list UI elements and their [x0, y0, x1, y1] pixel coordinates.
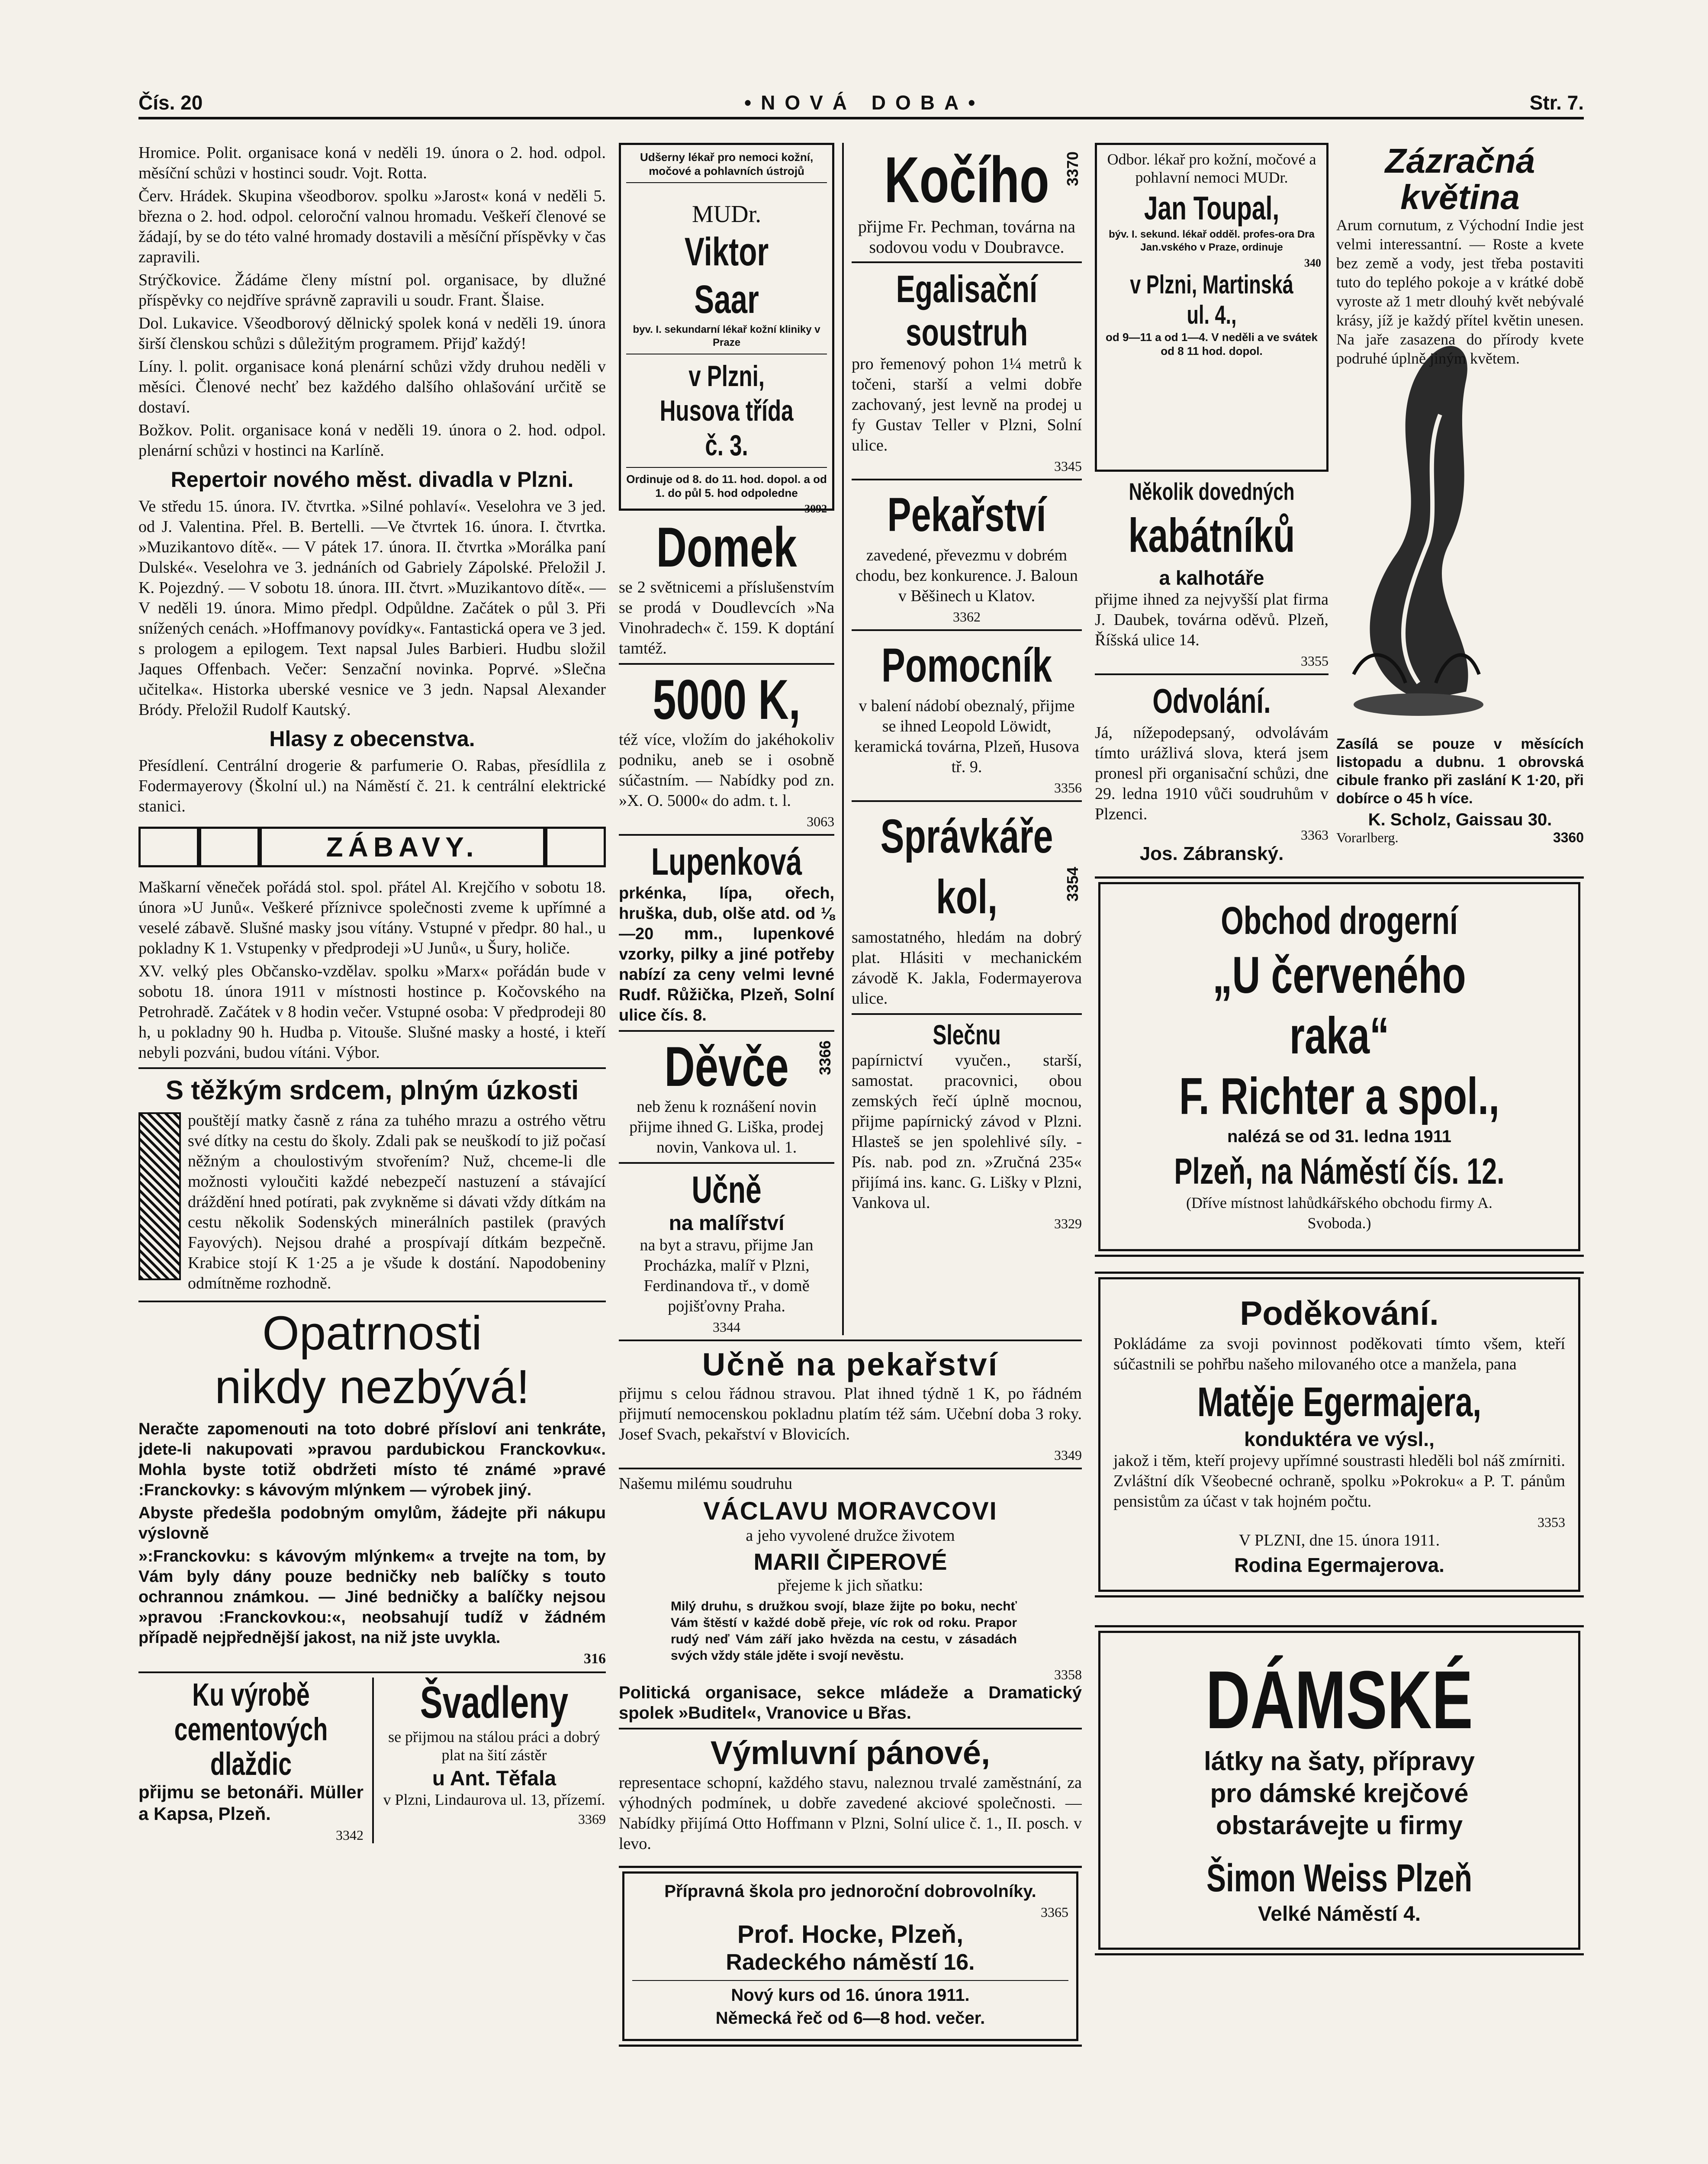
- spravkare-text: samostatného, hledám na dobrý plat. Hlásiti v mechanickém závodě K. Jakla, Fodermayerova ulice.: [851, 928, 1082, 1008]
- lupenkova-heading: Lupenková: [651, 840, 802, 883]
- skola-line-4: Nový kurs od 16. února 1911.: [731, 1986, 970, 2005]
- toupal-sub: býv. I. sekund. lékař odděl. profes-ora Dra Jan.vského v Praze, ordinuje: [1109, 229, 1315, 253]
- kociho-ad: [852, 143, 1082, 216]
- ucne-pek-code: 3349: [1054, 1447, 1082, 1463]
- spravkare-heading-1: Správkáře: [880, 810, 1053, 863]
- notice-bozkov: Božkov. Polit. organisace koná v neděli 19. února o 2. hod. odpol. plenární schůzi v hostinci na Karlíně.: [138, 421, 606, 460]
- slecnu-code: 3329: [1054, 1216, 1082, 1231]
- divider: [138, 1671, 606, 1673]
- kab-sub: a kalhotáře: [1159, 567, 1264, 589]
- notice-hromice: Hromice. Polit. organisace koná v neděli 19. února o 2. hod. odpol. měsíční schůzi v hostinci soudr. Vojt. Rotta.: [138, 144, 606, 182]
- page-number: Str. 7.: [1529, 91, 1584, 114]
- devce-code: 3366: [816, 1040, 834, 1076]
- divider: [619, 1162, 834, 1164]
- k5000-code: 3063: [807, 814, 835, 829]
- podek-sign: Rodina Egermajerova.: [1234, 1554, 1444, 1576]
- slecnu-heading: Slečnu: [933, 1019, 1001, 1050]
- gratul-wish: přejeme k jich sňatku:: [777, 1576, 923, 1594]
- egal-code: 3345: [1054, 458, 1082, 474]
- column-3: [1095, 143, 1584, 2164]
- toupal-hours: od 9—11 a od 1—4. V neděli a ve svátek od 8 11 hod. dopol.: [1106, 331, 1318, 357]
- zabavy-banner: [138, 825, 606, 869]
- skola-line-5: Německá řeč od 6—8 hod. večer.: [715, 2009, 985, 2028]
- pomocnik-text: v balení nádobí obeznalý, přijme se ihned Leopold Löwidt, keramická továrna, Plzeň, Husova tř. 9.: [854, 697, 1080, 776]
- zazr-sign-row: [1336, 830, 1584, 846]
- k5000-text: též více, vložím do jakéhokoliv podniku, aneb se i osobně súčastním. — Nabídky pod zn. »X. O. 5000« do adm. t. l.: [619, 731, 835, 810]
- opatrnosti-code: 316: [584, 1651, 606, 1667]
- srdcem-text: pouštějí matky časně z rána za tuhého mrazu a ostrého větru své dítky na cestu do školy. Zdali pak se neuškodí to již počasí něžným a choulostivým stvořením? Nuž, chceme-li dle možnosti vyloučiti každé nebezpečí nastuzení a stávající dráždění hned potírati, pak zvykněme si dávati vždy dítkám na cestu několik Sodenských minerálních pastilek (pravých Fayových). Nejsou drahé a prospívají dítkám bezpečně. Krabice stojí K 1·25 a je všude k dostání. Napodobeniny odmítněme rozhodně.: [188, 1111, 606, 1292]
- column-2: [619, 143, 1082, 2164]
- podek-role: konduktéra ve výsl.,: [1244, 1428, 1435, 1450]
- svadleny-heading: Švadleny: [420, 1678, 569, 1728]
- divider: [852, 479, 1082, 480]
- k5000-heading: 5000 K,: [653, 668, 801, 731]
- drog-name: „U červeného raka“: [1213, 946, 1466, 1065]
- zazr-body: [1336, 216, 1584, 735]
- col2-left: [619, 143, 834, 1335]
- skola-ad: [622, 1871, 1078, 2041]
- saar-hours: Ordinuje od 8. do 11. hod. dopol. a od 1. do půl 5. hod odpoledne: [626, 473, 827, 499]
- dlazdic-ad: [138, 1678, 363, 1843]
- kab-code: 3355: [1301, 653, 1328, 669]
- svadleny-addr: u Ant. Těfala: [432, 1767, 556, 1790]
- zabava-venecek: Maškarní věneček pořádá stol. spol. přátel Al. Krejčího v sobotu 18. února »U Junů«. Veškeré příznivce společnosti zveme k upřímné a veselé zábavě. Slušné masky jsou vítány. Vstupné v předpr. 80 hal., u pokladny K 1. Vstupenky v předprodeji »U Junů«, u Šury, holiče.: [138, 878, 606, 957]
- divider: [626, 467, 827, 468]
- saar-addr: v Plzni, Husova třída č. 3.: [659, 360, 794, 462]
- slecnu-text: papírnictví vyučen., starší, samostat. pracovnici, obou zemských řečí úplně mocnou, přijme papírnický závod v Plzni. Hlasteš se jen spolehlivé síly. - Pís. nab. pod zn. »Zručná 235« přijímá ins. kanc. G. Lišky v Plzni, Vankova ul.: [851, 1051, 1082, 1212]
- divider: [1095, 673, 1328, 675]
- col3-right: [1336, 143, 1584, 865]
- notice-liny: Líny. l. polit. organisace koná plenární schůzi vždy druhou neděli v měsíci. Členové nechť bez každého dalšího ohlašování určitě se dostaví.: [138, 357, 606, 416]
- svadleny-text: se přijmou na stálou práci a dobrý plat na šití zástěr: [388, 1728, 600, 1764]
- gratul-mid: a jeho vyvolené družce životem: [746, 1526, 955, 1545]
- vymluvni-text: representace schopní, každého stavu, naleznou trvalé zaměstnání, za výhodných podmínek, u dobře zavedené akciové společnosti. — Nabídky přijímá Otto Hoffmann v Plzni, Solní ulice č. 1., II. posch. v levo.: [619, 1774, 1082, 1853]
- dlazdic-text: přijmu se betonáři. Müller a Kapsa, Plzeň.: [138, 1782, 363, 1824]
- ucne-pek-heading: Učně na pekařství: [702, 1346, 999, 1382]
- toupal-code: 340: [1304, 257, 1321, 269]
- opatrnosti-heading-1: Opatrnosti: [262, 1307, 482, 1360]
- damske-text: látky na šaty, přípravy pro dámské krejčové obstarávejte u firmy: [1204, 1747, 1475, 1840]
- podek-date: V PLZNI, dne 15. února 1911.: [1238, 1531, 1440, 1549]
- pek-heading: Pekařství: [887, 488, 1046, 541]
- drog-since: nalézá se od 31. ledna 1911: [1227, 1127, 1452, 1146]
- divider: [619, 1468, 1082, 1469]
- drog-firm: F. Richter a spol.,: [1179, 1067, 1500, 1125]
- spravkare-heading-2: kol,: [936, 870, 998, 924]
- drog-addr: Plzeň, na Náměstí čís. 12.: [1174, 1151, 1505, 1191]
- domek-text: se 2 světnicemi a příslušenstvím se prodá v Doudlevcích »Na Vinohradech« č. 159. K doptání tamtéž.: [619, 578, 835, 657]
- gratul-name-1: VÁCLAVU MORAVCOVI: [703, 1497, 997, 1525]
- odvol-code: 3363: [1301, 827, 1328, 843]
- podek-text: Pokládáme za svoji povinnost poděkovati tímto všem, kteří súčastnili se pohřbu našeho milovaného otce a manžela, pana: [1113, 1335, 1565, 1373]
- saar-name: Viktor Saar: [684, 230, 769, 322]
- podek-text-2: jakož i těm, kteří projevy upřímné soustrasti hleděli bol náš zmírniti. Zvláštní dík Všeobecné ochraně, spolku »Pokroku« a P. T. pánům pensistům za účast v tak hojném počtu.: [1113, 1452, 1565, 1510]
- divider: [852, 800, 1082, 802]
- saar-top: Udšerny lékař pro nemoci kožní, močové a pohlavních ústrojů: [640, 151, 814, 177]
- divider: [138, 1067, 606, 1069]
- gratul-code: 3358: [1054, 1667, 1082, 1682]
- kociho-code: 3370: [1064, 151, 1081, 187]
- zazr-text: Arum cornutum, z Východní Indie jest velmi interessantní. — Roste a kvete bez země a vody, jest třeba postaviti tuto do teplého pokoje a v krátké době vyroste až 1 metr dlouhý květ nebývalé krásy, jíž je každý přítel květin unesen. Na jaře zasazena do přírody kvete podruhé úplně jiným květem.: [1336, 216, 1584, 367]
- ornament-block-right: [545, 827, 606, 867]
- hlasy-text: Přesídlení. Centrální drogerie & parfumerie O. Rabas, přesídlila z Fodermayerovy (Školní ul.) na Náměstí č. 21. k centrální elektrické stanici.: [138, 757, 606, 815]
- kab-text: přijme ihned za nejvyšší plat firma J. Daubek, továrna oděvů. Plzeň, Říšská ulice 14.: [1095, 590, 1328, 649]
- divider: [138, 1301, 606, 1302]
- divider: [619, 1340, 1082, 1341]
- devce-heading: Děvče: [664, 1035, 789, 1098]
- damske-ad: [1098, 1631, 1580, 1950]
- zazr-heading-1: Zázračná: [1385, 143, 1535, 180]
- repertoir-heading: Repertoir nového měst. divadla v Plzni.: [170, 467, 574, 492]
- egal-text: pro řemenový pohon 1¼ metrů k točeni, starší a velmi dobře zachovaný, jest levně na prodej u fy Gustav Teller v Plzni, Solní ulice.: [851, 355, 1082, 454]
- saar-code: 3092: [804, 502, 827, 515]
- hlasy-heading: Hlasy z obecenstva.: [269, 727, 475, 751]
- dlazdic-heading-2: cementových: [174, 1711, 328, 1747]
- divider: [619, 1728, 1082, 1729]
- skola-line-3: Radeckého náměstí 16.: [726, 1950, 975, 1975]
- damske-firm: Šimon Weiss Plzeň: [1206, 1857, 1472, 1900]
- saar-ad: [619, 143, 834, 515]
- spravkare-code: 3354: [1064, 867, 1081, 902]
- divider: [619, 1030, 834, 1032]
- zabavy-heading: ZÁBAVY.: [260, 827, 545, 867]
- gratul-poem: Milý druhu, s družkou svojí, blaze žijte po boku, nechť Vám štěstí v každé době přeje, víc rok od roku. Prapor rudý neď Vám září jako hvězda na cestu, v zásadách svých vždy stále jděte i svojí nevěstu.: [671, 1599, 1017, 1663]
- gratul-sign: Politická organisace, sekce mládeže a Dramatický spolek »Buditel«, Vranovice u Břas.: [619, 1683, 1082, 1723]
- pomocnik-code: 3356: [1054, 780, 1082, 795]
- divider: [632, 1980, 1068, 1981]
- podek-heading: Poděkování.: [1240, 1294, 1439, 1332]
- devce-ad: [619, 1036, 834, 1097]
- page-header: [138, 91, 1584, 119]
- divider: [619, 834, 834, 836]
- zazr-text-2: Zasílá se pouze v měsících listopadu a dubnu. 1 obrovská cibule franko při zaslání K 1·20, při dobírce o 45 h více.: [1336, 736, 1584, 807]
- column-1: [138, 143, 606, 2164]
- bottom-ads: [138, 1678, 606, 1843]
- gratul-name-2: MARII ČIPEROVÉ: [753, 1549, 947, 1575]
- drog-heading: Obchod drogerní: [1221, 899, 1458, 943]
- dlazdic-heading-3: dlaždic: [210, 1746, 292, 1782]
- col3-left: [1095, 143, 1328, 865]
- skola-code: 3365: [1041, 1904, 1068, 1920]
- opatrnosti-text-2: Abyste předešla podobným omylům, žádejte při nákupu výslovně: [138, 1504, 606, 1542]
- saar-sub: byv. I. sekundarní lékař kožní kliniky v Praze: [633, 324, 820, 348]
- zazr-heading-2: květina: [1400, 178, 1520, 216]
- ornament-block-left: [138, 827, 199, 867]
- svadleny-addr-2: v Plzni, Lindaurova ul. 13, přízemí.: [383, 1791, 605, 1808]
- kab-heading: kabátníků: [1128, 509, 1295, 562]
- ucne-sub: na malířství: [669, 1212, 785, 1235]
- divider: [852, 261, 1082, 263]
- vertical-divider: [842, 143, 844, 1335]
- lupenkova-text: prkénka, lípa, ořech, hruška, dub, olše atd. od ⅛—20 mm., lupenkové vzorky, pilky a jiné potřeby nabízí za ceny velmi levné Rudf. Růžička, Plzeň, Solní ulice čís. 8.: [619, 884, 835, 1024]
- kociho-text: přijme Fr. Pechman, továrna na sodovou vodu v Doubravce.: [858, 217, 1076, 257]
- domek-heading: Domek: [656, 515, 797, 579]
- pomocnik-heading: Pomocník: [881, 639, 1052, 692]
- srdcem-heading: S těžkým srdcem, plným úzkosti: [165, 1076, 579, 1105]
- ucne-pek-text: přijmu s celou řádnou stravou. Plat ihned týdně 1 K, po řádném přijmutí nemocenskou pokladnu platím též sám. Učební doba 3 roky. Josef Svach, pekařství v Blovicích.: [619, 1385, 1082, 1443]
- vymluvni-heading: Výmluvní pánové,: [710, 1735, 991, 1771]
- pek-text: zavedené, převezmu v dobrém chodu, bez konkurence. J. Baloun v Běšinech u Klatov.: [856, 546, 1078, 605]
- divider: [852, 1013, 1082, 1015]
- kociho-heading: Kočího: [884, 143, 1049, 216]
- zazr-sign-2: Vorarlberg.: [1336, 830, 1399, 845]
- col3-top-row: [1095, 143, 1584, 865]
- zazr-code: 3360: [1553, 830, 1584, 845]
- damske-heading: DÁMSKÉ: [1206, 1654, 1473, 1746]
- zabava-ples: XV. velký ples Občansko-vzdělav. spolku »Marx« pořádán bude v sobotu 18. února 1911 v místnosti hostince p. Kočovského na Petrohradě. Začátek v 8 hodin večer. Vstupné osoba: V předprodeji 80 h, u pokladny 90 h. Hudba p. Vitouše. Slušné masky a hosté, i kteří nebyli pozváni, budou vítáni. Výbor.: [138, 962, 606, 1062]
- dlazdic-code: 3342: [336, 1827, 363, 1843]
- opatrnosti-text: Neračte zapomenouti na toto dobré přísloví ani tenkráte, jdete-li nakupovati »pravou pardubickou Franckovku«. Mohla byste totiž obdržeti místo té známé »pravé :Franckovky: s kávovým mlýnkem — výrobek jiný.: [138, 1420, 606, 1499]
- dlazdic-heading-1: Ku výrobě: [192, 1677, 310, 1713]
- gratul-intro: Našemu milému soudruhu: [619, 1475, 793, 1493]
- col2-top-row: [619, 143, 1082, 1335]
- repertoir-text: Ve středu 15. února. IV. čtvrtka. »Silné pohlaví«. Veselohra ve 3 jed. od J. Valentina. Přel. B. Bertelli. —Ve čtvrtek 16. února. I. čtvrtka. »Muzikantovo dítě«. — V pátek 17. února. II. čtvrtka »Morálka paní Dulské«. Veselohra ve 3. jednáních od Gabriely Zápolské. Přeložil J. K. Pojezdný. — V sobotu 18. února. III. čtvrt. »Muzikantovo dítě«. — V neděli 19. února. Mimo předpl. Odpůldne. Začátek o půl 3. Při snížených cenách. »Hoffmanovy povídky«. Fantastická opera ve 3 jed. s prologem a epilogem. Text napsal Jules Barbieri. Hudbu složil Jaques Offenbach. Večer: Senzační novinka. Poprvé. »Slečna učitelka«. Historka uberské vesnice ve 3 jedn. Napsal Alexander Bródy. Přeložil Rudolf Kautský.: [138, 497, 606, 719]
- notice-lukavice: Dol. Lukavice. Všeodborový dělnický spolek koná v neděli 19. února širší členskou schůzi s důležitým programem. Přijď každý!: [138, 314, 606, 353]
- newspaper-title: •NOVÁ DOBA•: [744, 91, 985, 114]
- ucne-text: na byt a stravu, přijme Jan Procházka, malíř v Plzni, Ferdinandova tř., v domě pojišťovny Praha.: [640, 1236, 814, 1315]
- svadleny-ad: [383, 1678, 606, 1843]
- drog-former: (Dříve místnost lahůdkářského obchodu firmy A. Svoboda.): [1186, 1194, 1492, 1232]
- pek-code: 3362: [952, 609, 981, 625]
- egal-heading-2: soustruh: [905, 311, 1028, 354]
- opatrnosti-heading-2: nikdy nezbývá!: [215, 1360, 530, 1414]
- ornament-pattern-icon: [138, 1112, 181, 1280]
- odvol-sign: Jos. Zábranský.: [1139, 843, 1284, 864]
- zazr-sign: K. Scholz, Gaissau 30.: [1368, 810, 1552, 829]
- podek-name: Matěje Egermajera,: [1197, 1379, 1482, 1425]
- damske-addr: Velké Náměstí 4.: [1258, 1903, 1421, 1926]
- toupal-top: Odbor. lékař pro kožní, močové a pohlavní nemoci MUDr.: [1107, 151, 1316, 186]
- svadleny-code: 3369: [578, 1811, 606, 1827]
- skola-line-1: Přípravná škola pro jednoroční dobrovolníky.: [664, 1882, 1036, 1901]
- notice-stryckovice: Strýčkovice. Žádáme členy místní pol. organisace, by dlužné příspěvky co nejdříve správně zapravili u soudr. Frant. Šlaise.: [138, 271, 606, 309]
- egal-heading-1: Egalisační: [896, 267, 1038, 310]
- divider: [619, 663, 834, 665]
- notice-cerv-hradek: Červ. Hrádek. Skupina všeodborov. spolku »Jarost« koná v neděli 5. března o 2. hod. odpol. celoroční valnou hromadu. Veškeří členové se žádají, by se do této valné hromady dostavili a měsíční příspěvky v čas zapravili.: [138, 187, 606, 266]
- kab-intro: Několik dovedných: [1129, 478, 1295, 505]
- issue-number: Čís. 20: [138, 91, 203, 114]
- podek-code: 3353: [1538, 1514, 1565, 1530]
- srdcem-body: [138, 1111, 606, 1296]
- vertical-divider: [372, 1678, 374, 1843]
- divider: [852, 629, 1082, 631]
- ornament-block-left-2: [199, 827, 260, 867]
- devce-text: neb ženu k roznášení novin přijme ihned G. Liška, prodej novin, Vankova ul. 1.: [629, 1098, 824, 1156]
- saar-mudr: MUDr.: [692, 201, 762, 228]
- ucne-code: 3344: [713, 1319, 741, 1335]
- col2-right: [852, 143, 1082, 1335]
- toupal-addr: v Plzni, Martinská ul. 4.,: [1130, 270, 1293, 329]
- toupal-name: Jan Toupal,: [1144, 190, 1280, 227]
- spravkare-ad: [852, 806, 1082, 927]
- podek-ad: [1098, 1277, 1580, 1592]
- odvol-heading: Odvolání.: [1152, 682, 1271, 720]
- divider: [626, 182, 827, 183]
- opatrnosti-text-3: »:Franckovku: s kávovým mlýnkem« a trvejte na tom, by Vám byly dány pouze bedničky neb balíčky s touto ochrannou známkou. — Jiné bedničky a balíčky nejsou »pravou :Franckovkou:«, neobsahují tudíž v žádném případě nejpřednější jakost, na niž jste uvykla.: [138, 1547, 606, 1647]
- toupal-ad: [1095, 143, 1328, 472]
- odvol-text: Já, nížepodepsaný, odvolávám tímto urážlivá slova, která jsem pronesl při organisační schůzi, dne 29. ledna 1910 vůči soudruhům v Plzenci.: [1095, 724, 1328, 823]
- ucne-heading: Učně: [692, 1168, 762, 1211]
- drog-ad: [1098, 882, 1580, 1251]
- skola-line-2: Prof. Hocke, Plzeň,: [737, 1920, 964, 1948]
